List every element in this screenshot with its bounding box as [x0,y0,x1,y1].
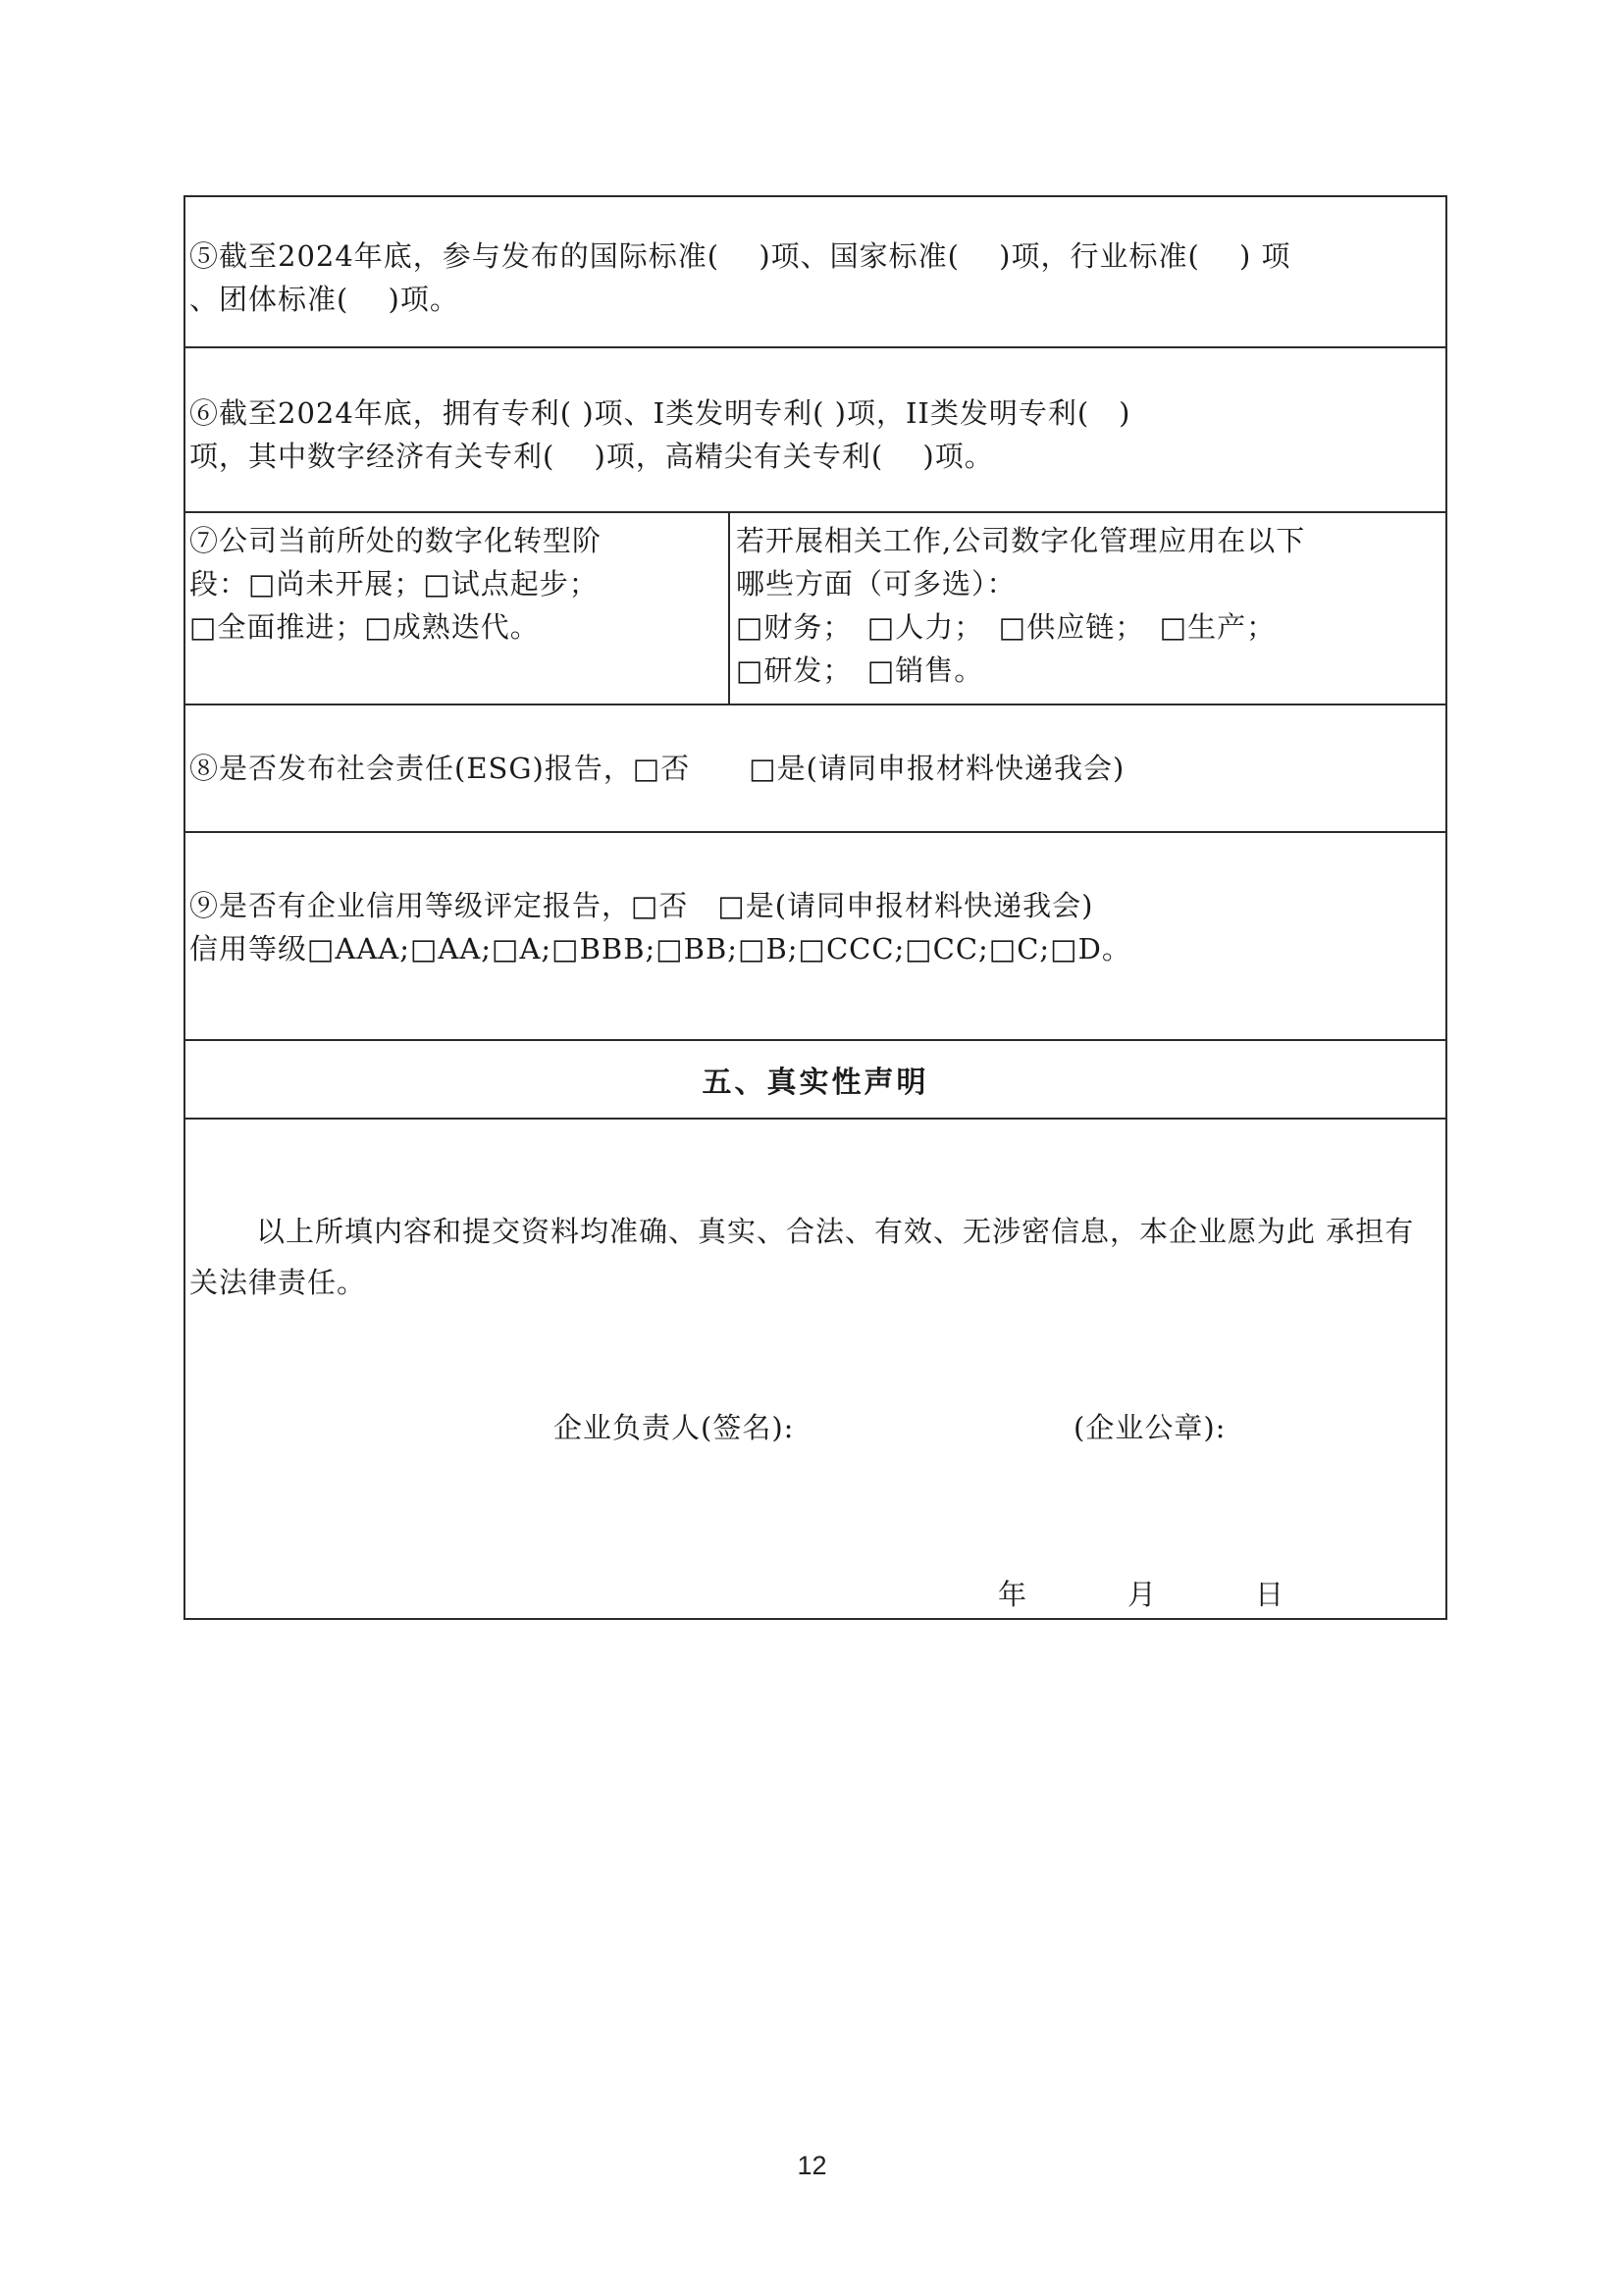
question-7-application-line-2: 哪些方面（可多选）： [736,567,1017,600]
question-5-row [185,197,1445,348]
signature-label: 企业负责人(签名): [553,1411,795,1444]
question-6-text [189,391,1131,478]
date-month-label: 月 [1127,1578,1157,1611]
question-5-text [189,235,1291,321]
form-table [183,195,1447,1620]
question-8-row [185,705,1445,833]
page-number: 12 [797,2151,827,2180]
question-7-application-cell [730,513,1445,704]
question-7-stage-line-3: □全面推进；□成熟迭代。 [189,610,540,644]
question-7-stage-line-2: 段：□尚未开展；□试点起步； [189,567,599,600]
section-title: 五、真实性声明 [702,1066,929,1100]
question-9-line-2: 信用等级□AAA;□AA;□A;□BBB;□BB;□B;□CCC;□CC;□C;□D。 [189,932,1131,965]
date-day-label: 日 [1255,1578,1284,1611]
date-year-label: 年 [998,1578,1027,1611]
question-5-line-2: 、团体标准( )项。 [189,283,459,316]
question-9-text [189,884,1131,970]
question-6-row [185,348,1445,513]
question-7-application-line-3: □财务； □人力； □供应链； □生产； [736,610,1277,644]
question-7-application-line-4: □研发； □销售。 [736,653,984,687]
section-title-row [185,1041,1445,1120]
question-9-row [185,833,1445,1041]
question-8-text: ⑧是否发布社会责任(ESG)报告，□否 □是(请同申报材料快递我会) [189,752,1126,785]
question-7-stage-line-1: ⑦公司当前所处的数字化转型阶 [189,524,602,557]
question-9-line-1: ⑨是否有企业信用等级评定报告，□否 □是(请同申报材料快递我会) [189,889,1094,922]
declaration-text: 以上所填内容和提交资料均准确、真实、合法、有效、无涉密信息，本企业愿为此 承担有关法律责任。 [189,1215,1415,1299]
question-7-application-line-1: 若开展相关工作,公司数字化管理应用在以下 [736,524,1306,557]
seal-label: (企业公章): [1074,1411,1227,1444]
question-7-stage-cell [185,513,730,704]
question-7-row [185,513,1445,705]
question-5-line-1: ⑤截至2024年底，参与发布的国际标准( )项、国家标准( )项，行业标准( ) 项 [189,239,1291,273]
question-6-line-2: 项，其中数字经济有关专利( )项，高精尖有关专利( )项。 [189,440,994,473]
question-6-line-1: ⑥截至2024年底，拥有专利( )项、I类发明专利( )项，II类发明专利( ) [189,396,1131,430]
declaration-row [185,1120,1445,1618]
